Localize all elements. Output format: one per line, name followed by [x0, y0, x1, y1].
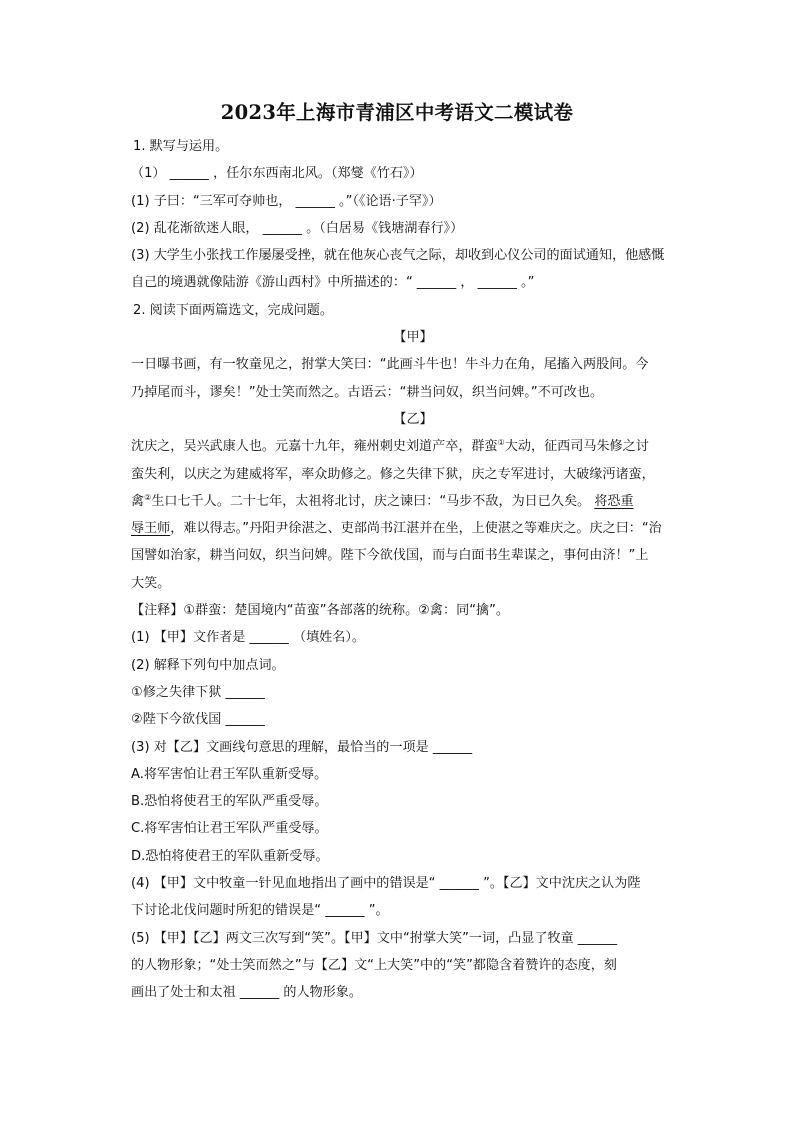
annotation-note: 【注释】①群蛮：楚国境内“苗蛮”各部落的统称。②禽：同“擒”。: [131, 603, 509, 619]
passage-text: 沈庆之，吴兴武康人也。元嘉十九年，雍州刺史刘道产卒，群蛮: [131, 439, 498, 455]
q1-item-0: （1） ______ ，任尔东西南北风。（郑燮《竹石》）: [131, 166, 423, 182]
option-b: B.恐怕将使君王的军队严重受辱。: [131, 794, 328, 810]
passage-yi-line: [131, 488, 695, 515]
passage-text: 禽: [131, 493, 145, 509]
option-a: A.将军害怕让君王军队重新受辱。: [131, 766, 328, 782]
exam-content: [131, 133, 695, 1007]
q1-item3-line1: (3) 大学生小张找工作屡屡受挫，就在他灰心丧气之际，却收到心仪公司的面试通知，他感慨: [131, 248, 665, 264]
passage-jia-label: 【甲】: [393, 330, 433, 346]
q1-item3-line2: 自己的境遇就像陆游《游山西村》中所描述的：“ ______ ， ______ 。”: [131, 275, 535, 291]
question-line: (4) 【甲】文中牧童一针见血地指出了画中的错误是“ ______ ”。【乙】文中沈庆之认为陛: [131, 876, 641, 892]
question-line: (3) 对【乙】文画线句意思的理解，最恰当的一项是 ______: [131, 739, 473, 755]
footnote-marker: ②: [144, 492, 152, 502]
question-line: ②陛下今欲伐国 ______: [131, 712, 265, 728]
question-line: (2) 解释下列句中加点词。: [131, 657, 285, 673]
passage-jia-line: 一日曝书画，有一牧童见之，拊掌大笑曰：“此画斗牛也！牛斗力在角，尾搐入两股间。今: [131, 357, 649, 373]
option-c: C.将军害怕让君王军队严重受辱。: [131, 821, 328, 837]
option-d: D.恐怕将使君王的军队重新受辱。: [131, 848, 329, 864]
underlined-sentence: 将恐重: [594, 493, 634, 509]
q1-item-2: (2) 乱花渐欲迷人眼， ______ 。（白居易《钱塘湖春行》）: [131, 220, 464, 236]
passage-yi-label: 【乙】: [393, 411, 433, 427]
q2-heading: 2. 阅读下面两篇选文，完成问题。: [133, 302, 333, 318]
question-line: (1) 【甲】文作者是 ______ （填姓名）。: [131, 630, 365, 646]
question-line: ①修之失律下狱 ______: [131, 684, 265, 700]
passage-yi-line: 国譬如治家，耕当问奴，织当问婢。陛下今欲伐国，而与白面书生辈谋之，事何由济！”上: [131, 548, 649, 564]
passage-text: 生口七千人。二十七年，太祖将北讨，庆之谏曰：“马步不敌，为日已久矣。: [151, 493, 595, 509]
page-title: 2023年上海市青浦区中考语文二模试卷: [220, 101, 574, 124]
q1-heading: 1. 默写与运用。: [133, 139, 229, 154]
passage-yi-line: [131, 515, 695, 542]
question-line: 的人物形象；“处士笑而然之”与【乙】文“上大笑”中的“笑”都隐含着赞许的态度，刻: [131, 957, 617, 973]
question-line: 画出了处士和太祖 ______ 的人物形象。: [131, 985, 362, 1001]
passage-text: ，难以得志。”丹阳尹徐湛之、吏部尚书江湛并在坐，上使湛之等难庆之。庆之曰：“治: [170, 521, 662, 537]
passage-text: 大动，征西司马朱修之讨: [504, 439, 649, 455]
passage-yi-line: 大笑。: [131, 575, 171, 591]
question-line: 下讨论北伐问题时所犯的错误是“ ______ ”。: [131, 903, 389, 919]
question-line: (5) 【甲】【乙】两文三次写到“笑”。【甲】文中“拊掌大笑”一词，凸显了牧童 ______: [131, 930, 618, 946]
passage-jia-line: 乃掉尾而斗，谬矣！”处士笑而然之。古语云：“耕当问奴，织当问婢。”不可改也。: [131, 384, 604, 400]
footnote-marker: ①: [497, 438, 505, 448]
passage-yi-line: 蛮失利，以庆之为建威将军，率众助修之。修之失律下狱，庆之专军进讨，大破缘沔诸蛮，: [131, 466, 655, 482]
underlined-sentence: 辱王师: [131, 521, 171, 537]
q1-item-1: (1) 子曰：“三军可夺帅也， ______ 。”（《论语·子罕》）: [131, 193, 442, 209]
passage-yi-line: [131, 433, 695, 460]
